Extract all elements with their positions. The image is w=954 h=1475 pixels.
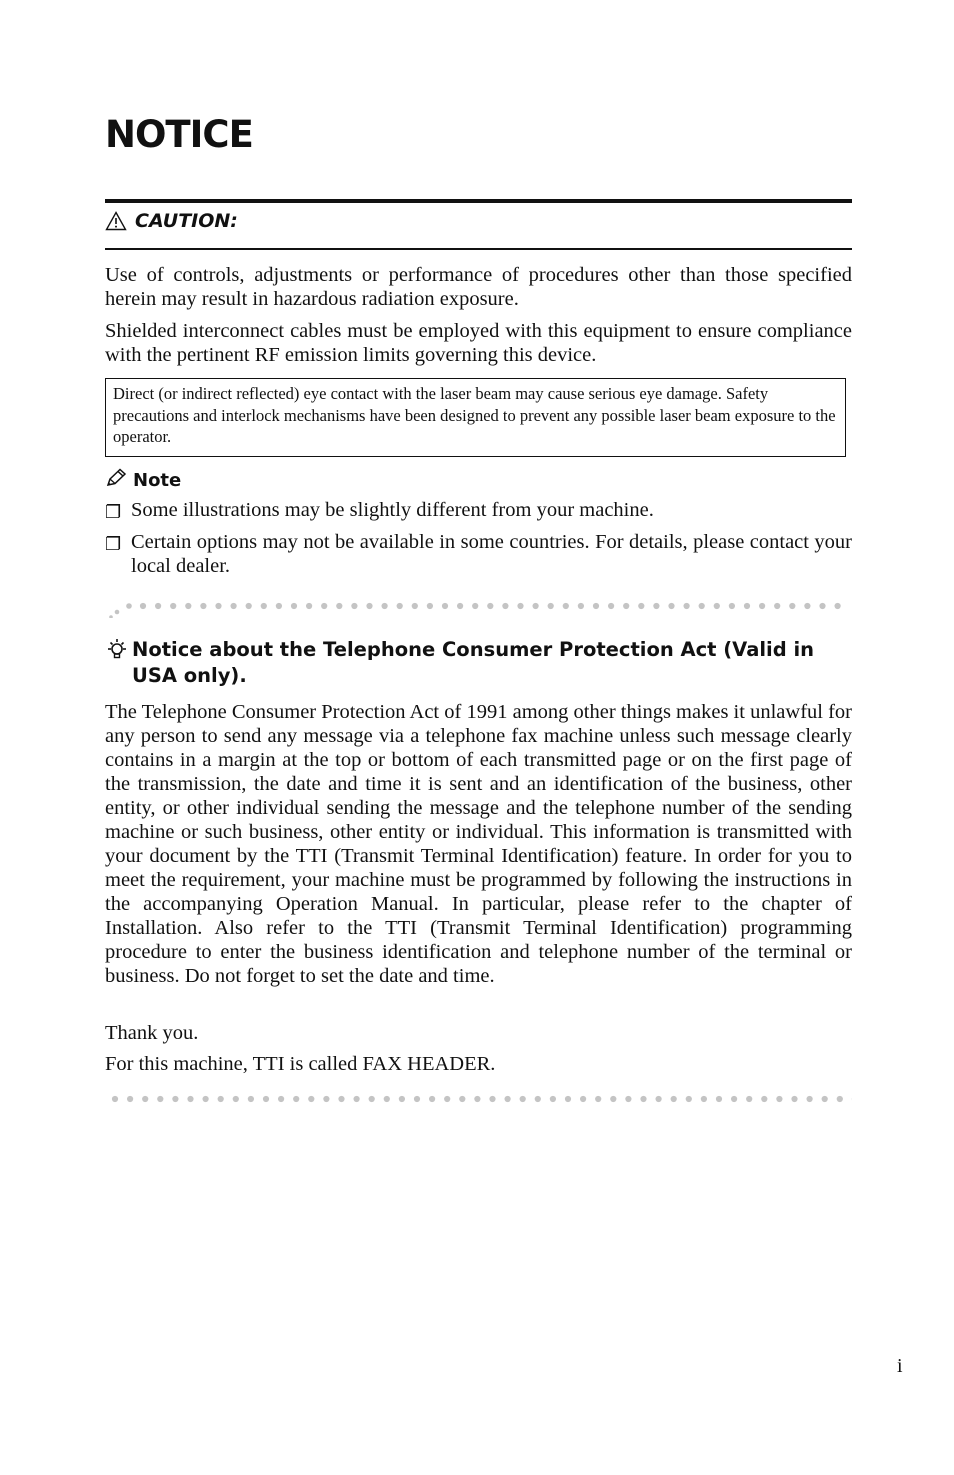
divider-dot <box>457 603 463 609</box>
divider-dot <box>653 603 659 609</box>
laser-warning-box: Direct (or indirect reflected) eye contact with the laser beam may cause serious eye damage. Safety precautions and interlock mechanisms have been designed to prevent any possible laser beam exposure to the operator. <box>105 378 846 457</box>
divider-dot <box>580 1096 586 1102</box>
divider-dot <box>759 603 765 609</box>
divider-dot <box>774 603 780 609</box>
divider-dot <box>578 603 584 609</box>
divider-dot <box>714 603 720 609</box>
divider-dot <box>112 1096 118 1102</box>
divider-dot <box>142 1096 148 1102</box>
divider-dot <box>276 603 282 609</box>
list-item <box>105 498 852 522</box>
divider-dot <box>323 1096 329 1102</box>
divider-dot <box>384 1096 390 1102</box>
caution-heading <box>105 210 238 232</box>
divider-dot <box>520 1096 526 1102</box>
divider-dot <box>412 603 418 609</box>
divider-dot <box>366 603 372 609</box>
divider-dot <box>731 1096 737 1102</box>
divider-dot <box>157 1096 163 1102</box>
divider-dot <box>822 1096 828 1102</box>
pencil-icon <box>105 468 127 493</box>
divider-dot <box>533 603 539 609</box>
divider-dot <box>489 1096 495 1102</box>
divider-dot <box>185 603 191 609</box>
divider-dot <box>126 603 132 609</box>
divider-dot <box>608 603 614 609</box>
divider-dot <box>701 1096 707 1102</box>
divider-dot <box>837 1096 843 1102</box>
tcpa-heading-text: Notice about the Telephone Consumer Protection Act (Valid in USA only). <box>132 638 815 687</box>
divider-dot <box>746 1096 752 1102</box>
divider-dot <box>215 603 221 609</box>
divider-dot <box>819 603 825 609</box>
caution-bottom-rule <box>105 248 852 250</box>
divider-dot <box>595 1096 601 1102</box>
divider-dot <box>535 1096 541 1102</box>
divider-dot <box>308 1096 314 1102</box>
checkbox-bullet-icon: ❐ <box>105 502 122 522</box>
divider-dot <box>807 1096 813 1102</box>
divider-dot <box>487 603 493 609</box>
divider-dot <box>761 1096 767 1102</box>
divider-dot <box>444 1096 450 1102</box>
divider-dot <box>248 1096 254 1102</box>
divider-dot <box>789 603 795 609</box>
divider-dot <box>155 603 161 609</box>
divider-dot <box>686 1096 692 1102</box>
divider-dot <box>593 603 599 609</box>
divider-dot <box>804 603 810 609</box>
divider-dot <box>656 1096 662 1102</box>
divider-dot <box>668 603 674 609</box>
divider-dot <box>565 1096 571 1102</box>
divider-dot <box>474 1096 480 1102</box>
divider-dot <box>115 610 120 615</box>
divider-dot <box>172 1096 178 1102</box>
divider-dot <box>640 1096 646 1102</box>
caution-label: CAUTION: <box>135 210 238 232</box>
tcpa-heading <box>105 637 852 689</box>
divider-dot <box>729 603 735 609</box>
divider-dot <box>336 603 342 609</box>
divider-dot <box>321 603 327 609</box>
divider-dot <box>563 603 569 609</box>
divider-dot <box>233 1096 239 1102</box>
divider-dot <box>231 603 237 609</box>
divider-dot <box>517 603 523 609</box>
divider-dot <box>278 1096 284 1102</box>
divider-dot <box>550 1096 556 1102</box>
divider-dot <box>502 603 508 609</box>
divider-dot <box>684 603 690 609</box>
divider-dot <box>109 615 113 618</box>
divider-dot <box>306 603 312 609</box>
divider-dot <box>427 603 433 609</box>
controls-paragraph: Use of controls, adjustments or performance of procedures other than those specified herein may result in hazardous radiation exposure. <box>105 264 852 310</box>
divider-dot <box>459 1096 465 1102</box>
divider-dot <box>187 1096 193 1102</box>
divider-dot <box>776 1096 782 1102</box>
divider-dot <box>610 1096 616 1102</box>
divider-dot <box>218 1096 224 1102</box>
divider-dot <box>638 603 644 609</box>
divider-dot <box>548 603 554 609</box>
divider-dot <box>369 1096 375 1102</box>
divider-dot <box>835 603 841 609</box>
warning-triangle-icon <box>105 211 127 231</box>
divider-dot <box>399 1096 405 1102</box>
divider-dot <box>625 1096 631 1102</box>
divider-dot <box>414 1096 420 1102</box>
list-item <box>105 530 852 578</box>
divider-dot <box>397 603 403 609</box>
page-title: NOTICE <box>105 113 253 156</box>
divider-dot <box>200 603 206 609</box>
tcpa-body: The Telephone Consumer Protection Act of 1991 among other things makes it unlawful for any person to send any message via a telephone fax machine unless such message clearly contains in a margin at the top or bottom of each transmitted page or on the first page of the transmission, the date and time it is sent and an identification of the business, other entity, or other individual sending the message and the telephone number of the sending machine or such business, other entity or individual. This information is transmitted with your document by the TTI (Transmit Terminal Identification) feature. In order for you to meet the requirement, your machine must be programmed by following the instructions in the accompanying Operation Manual. In particular, please refer to the chapter of Installation. Also refer to the TTI (Transmit Terminal Identification) programming procedure to enter the business identification and telephone number of the terminal or business. Do not forget to set the date and time. <box>105 701 852 987</box>
divider-dot <box>354 1096 360 1102</box>
divider-dot <box>505 1096 511 1102</box>
lightbulb-icon <box>105 638 129 669</box>
divider-dot <box>263 1096 269 1102</box>
divider-dot <box>291 603 297 609</box>
tti-note-text: For this machine, TTI is called FAX HEADER. <box>105 1053 496 1075</box>
divider-dot <box>442 603 448 609</box>
note-label: Note <box>133 470 182 491</box>
divider-dot <box>671 1096 677 1102</box>
divider-dot <box>246 603 252 609</box>
thanks-text: Thank you. <box>105 1022 199 1044</box>
note-item-text: Some illustrations may be slightly different from your machine. <box>131 499 654 521</box>
divider-dot <box>127 1096 133 1102</box>
caution-top-rule <box>105 199 852 203</box>
dotted-divider-bottom <box>105 1092 852 1106</box>
note-item-text: Certain options may not be available in some countries. For details, please contact your local dealer. <box>131 531 852 577</box>
divider-dot <box>293 1096 299 1102</box>
dotted-divider-top <box>105 598 852 612</box>
divider-dot <box>338 1096 344 1102</box>
divider-dot <box>382 603 388 609</box>
divider-dot <box>203 1096 209 1102</box>
divider-dot <box>140 603 146 609</box>
note-list <box>105 498 852 586</box>
page-number: i <box>897 1355 903 1377</box>
note-heading <box>105 468 181 493</box>
divider-dot <box>261 603 267 609</box>
divider-dot <box>791 1096 797 1102</box>
divider-dot <box>429 1096 435 1102</box>
divider-dot <box>699 603 705 609</box>
cables-paragraph: Shielded interconnect cables must be employed with this equipment to ensure compliance with the pertinent RF emission limits governing this device. <box>105 320 852 366</box>
checkbox-bullet-icon: ❐ <box>105 534 122 554</box>
divider-dot <box>472 603 478 609</box>
divider-dot <box>716 1096 722 1102</box>
divider-dot <box>623 603 629 609</box>
divider-dot <box>170 603 176 609</box>
divider-dot <box>351 603 357 609</box>
divider-dot <box>744 603 750 609</box>
